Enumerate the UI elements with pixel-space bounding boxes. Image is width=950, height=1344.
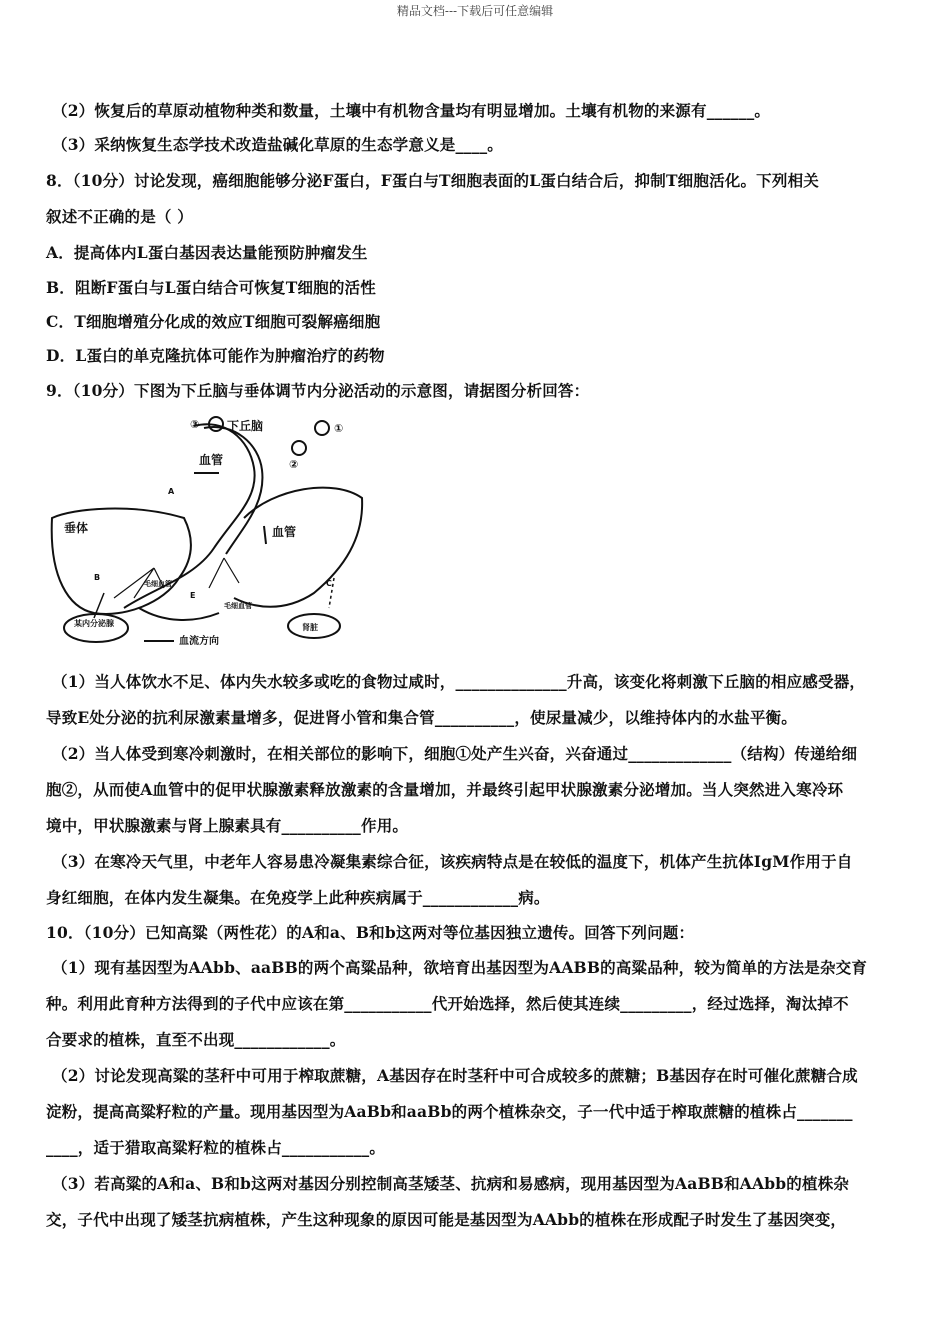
label-pituitary: 垂体 — [64, 521, 89, 535]
q10-part1-line-1: （1）现有基因型为AAbb、aaBB的两个高粱品种，欲培育出基因型为AABB的高粱品种，较为简单的方法是杂交育 — [52, 958, 868, 977]
q9-part1-line-1: （1）当人体饮水不足、体内失水较多或吃的食物过咸时，______________升高，该变化将刺激下丘脑的相应感受器， — [52, 672, 866, 691]
q10-part2-line-3: ____，适于猎取高粱籽粒的植株占___________。 — [46, 1138, 386, 1157]
capillary-branches — [114, 558, 239, 598]
q9-part2-line-1: （2）当人体受到寒冷刺激时，在相关部位的影响下，细胞①处产生兴奋，兴奋通过_____________（结构）传递给细 — [52, 744, 858, 763]
label-cell-2: ② — [289, 458, 299, 471]
q10-part3-line-1: （3）若高粱的A和a、B和b这两对基因分别控制高茎矮茎、抗病和易感病，现用基因型为AaBB和AAbb的植株杂 — [52, 1174, 850, 1193]
q8-stem-line-1: 8．（10分）讨论发现，癌细胞能够分泌F蛋白，F蛋白与T细胞表面的L蛋白结合后，抑制T细胞活化。下列相关 — [46, 171, 819, 190]
label-blood-vessel-2: 血管 — [272, 525, 297, 539]
lower-outline — [139, 608, 219, 620]
q8-option-a: A．提高体内L蛋白基因表达量能预防肿瘤发生 — [46, 243, 368, 262]
q9-part2-line-2: 胞②，从而使A血管中的促甲状腺激素释放激素的含量增加，并最终引起甲状腺激素分泌增加。当人突然进入寒冷环 — [46, 780, 844, 799]
cell-1-shape — [315, 421, 329, 435]
q8-option-c: C．T细胞增殖分化成的效应T细胞可裂解癌细胞 — [46, 312, 381, 331]
q9-part3-line-2: 身红细胞，在体内发生凝集。在免疫学上此种疾病属于____________病。 — [46, 888, 550, 907]
label-flow-direction: 血流方向 — [179, 636, 219, 647]
q7-part3-line: （3）采纳恢复生态学技术改造盐碱化草原的生态学意义是____。 — [52, 135, 503, 154]
q10-part3-line-2: 交，子代中出现了矮茎抗病植株，产生这种现象的原因可能是基因型为AAbb的植株在形成配子时发生了基因突变， — [46, 1210, 847, 1229]
arrow-vessel-2 — [264, 526, 266, 544]
q10-stem-line: 10．（10分）已知高粱（两性花）的A和a、B和b这两对等位基因独立遗传。回答下列问题： — [46, 923, 695, 942]
label-cell-3: ③ — [190, 418, 200, 431]
label-capillary-2: 毛细血管 — [224, 602, 252, 610]
right-lobe-outline — [234, 488, 362, 607]
label-c: C — [326, 579, 332, 588]
label-kidney: 肾脏 — [302, 623, 318, 632]
label-blood-vessel-1: 血管 — [199, 453, 224, 467]
q8-stem-line-2: 叙述不正确的是（ ） — [46, 207, 193, 226]
q10-part2-line-1: （2）讨论发现高粱的茎秆中可用于榨取蔗糖，A基因存在时茎秆中可合成较多的蔗糖；B基因存在时可催化蔗糖合成 — [52, 1066, 858, 1085]
label-cell-1: ① — [334, 422, 344, 435]
label-endocrine-gland: 某内分泌腺 — [74, 619, 114, 628]
hypothalamus-pituitary-diagram — [44, 408, 374, 648]
label-b: B — [94, 573, 101, 582]
q10-part1-line-2: 种。利用此育种方法得到的子代中应该在第___________代开始选择，然后使其连续_________，经过选择，淘汰掉不 — [46, 994, 849, 1013]
q10-part1-line-3: 合要求的植株，直至不出现____________。 — [46, 1030, 346, 1049]
label-hypothalamus: 下丘脑 — [227, 419, 264, 433]
cell-2-shape — [292, 441, 306, 455]
q7-part2-line: （2）恢复后的草原动植物种类和数量，土壤中有机物含量均有明显增加。土壤有机物的来源有______。 — [52, 101, 771, 120]
q9-stem-line: 9．（10分）下图为下丘脑与垂体调节内分泌活动的示意图，请据图分析回答： — [46, 381, 590, 400]
q9-part1-line-2: 导致E处分泌的抗利尿激素量增多，促进肾小管和集合管__________，使尿量减少，以维持体内的水盐平衡。 — [46, 708, 797, 727]
q9-part2-line-3: 境中，甲状腺激素与肾上腺素具有__________作用。 — [46, 816, 409, 835]
tract-outline-2 — [204, 427, 262, 554]
label-capillary-1: 毛细血管 — [144, 580, 172, 588]
page-header: 精品文档---下载后可任意编辑 — [396, 4, 554, 18]
q8-option-b: B．阻断F蛋白与L蛋白结合可恢复T细胞的活性 — [46, 278, 376, 297]
q9-part3-line-1: （3）在寒冷天气里，中老年人容易患冷凝集素综合征，该疾病特点是在较低的温度下，机体产生抗体IgM作用于自 — [52, 852, 853, 871]
q8-option-d: D．L蛋白的单克隆抗体可能作为肿瘤治疗的药物 — [46, 346, 385, 365]
label-a: A — [168, 487, 175, 496]
label-e: E — [190, 591, 196, 600]
q10-part2-line-2: 淀粉，提高高粱籽粒的产量。现用基因型为AaBb和aaBb的两个植株杂交，子一代中适于榨取蔗糖的植株占_______ — [46, 1102, 853, 1121]
